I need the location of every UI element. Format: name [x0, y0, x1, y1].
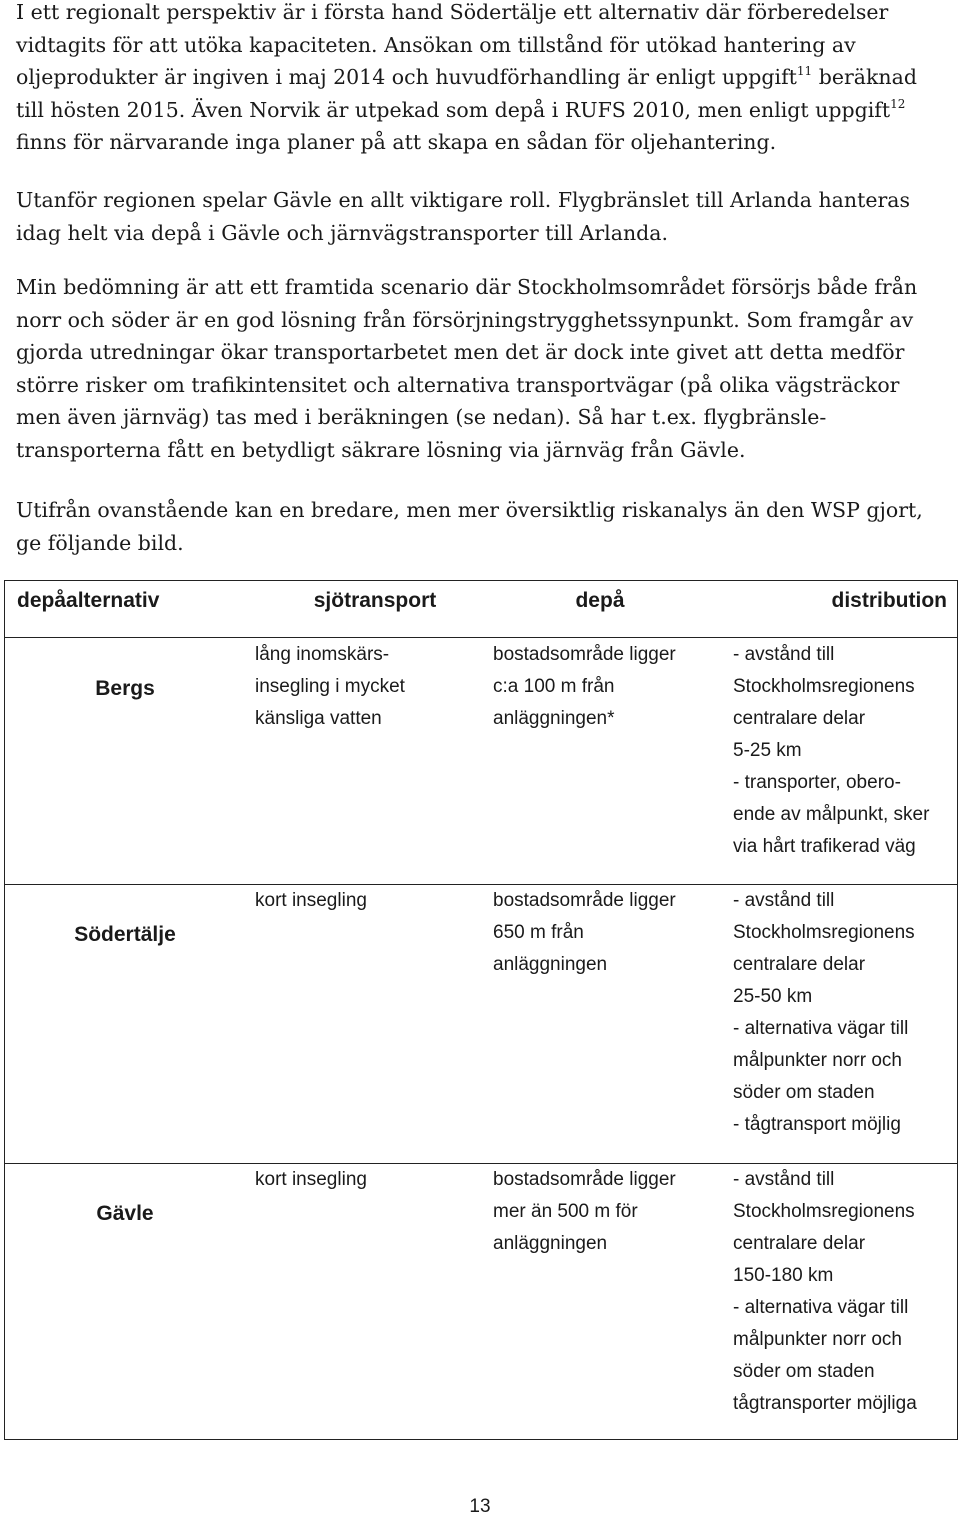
cell-depa: [493, 639, 676, 735]
text-line: Utanför regionen spelar Gävle en allt viktigare roll. Flygbränslet till Arlanda hanteras: [16, 188, 911, 212]
cell-line: centralare delar: [733, 1233, 866, 1254]
cell-line: anläggningen: [493, 1233, 608, 1254]
cell-line: lång inomskärs-: [255, 644, 390, 665]
text-line: transporterna fått en betydligt säkrare lösning via järnväg från Gävle.: [16, 437, 746, 462]
column-header-depaalternativ: depåalternativ: [17, 589, 160, 612]
table-row: [5, 1164, 957, 1438]
cell-line: c:a 100 m från: [493, 676, 615, 697]
cell-distribution: [733, 885, 915, 1141]
text-line: vidtagits för att utöka kapaciteten. Ansökan om tillstånd för utökad hantering av: [16, 32, 856, 57]
cell-line: via hårt trafikerad väg: [733, 836, 916, 857]
text-line: större risker om trafikintensitet och alternativa transportvägar (på olika vägsträckor: [16, 372, 900, 397]
table-row: [5, 885, 957, 1161]
depot-comparison-table: [4, 580, 958, 1440]
cell-line: 5-25 km: [733, 740, 802, 761]
cell-line: - alternativa vägar till: [733, 1297, 909, 1318]
row-label-gavle: Gävle: [96, 1202, 154, 1225]
column-header-sjotransport: sjötransport: [313, 589, 437, 612]
text-line: [16, 94, 946, 127]
text-segment: till hösten 2015. Även Norvik är utpekad som depå i RUFS 2010, men enligt uppgift: [16, 97, 891, 122]
text-line: norr och söder är en god lösning från försörjningstrygghetssynpunkt. Som framgår av: [16, 307, 914, 332]
paragraph-risk-analysis-intro: [16, 494, 946, 559]
text-segment: beräknad: [812, 65, 917, 90]
footnote-ref: 12: [890, 96, 906, 111]
cell-line: - transporter, obero-: [733, 772, 901, 793]
cell-line: Stockholmsregionens: [733, 1201, 915, 1222]
cell-line: mer än 500 m för: [493, 1201, 638, 1222]
cell-line: ende av målpunkt, sker: [733, 804, 930, 825]
cell-line: söder om staden: [733, 1361, 875, 1382]
cell-distribution: [733, 1164, 917, 1420]
cell-line: - avstånd till: [733, 644, 835, 665]
cell-line: Stockholmsregionens: [733, 922, 915, 943]
page-number: 13: [469, 1496, 491, 1517]
text-line: [16, 61, 946, 94]
cell-line: insegling i mycket: [255, 676, 405, 697]
text-line: Min bedömning är att ett framtida scenario där Stockholmsområdet försörjs både från: [16, 275, 918, 299]
cell-line: 150-180 km: [733, 1265, 834, 1286]
cell-line: söder om staden: [733, 1082, 875, 1103]
text-segment: oljeprodukter är ingiven i maj 2014 och huvudförhandling är enligt uppgift: [16, 65, 797, 90]
cell-line: bostadsområde ligger: [493, 644, 676, 665]
cell-line: Stockholmsregionens: [733, 676, 915, 697]
cell-line: anläggningen: [493, 954, 608, 975]
cell-line: - alternativa vägar till: [733, 1018, 909, 1039]
cell-line: bostadsområde ligger: [493, 890, 676, 911]
paragraph-regional-perspective: [16, 0, 946, 159]
text-line: I ett regionalt perspektiv är i första hand Södertälje ett alternativ där förberedelser: [16, 0, 889, 24]
footnote-ref: 11: [796, 64, 813, 79]
cell-line: - avstånd till: [733, 1169, 835, 1190]
paragraph-gavle-role: [16, 184, 946, 249]
header-divider: [5, 637, 957, 638]
cell-sjotransport: [255, 1164, 367, 1196]
text-line: men även järnväg) tas med i beräkningen (se nedan). Så har t.ex. flygbränsle-: [16, 405, 827, 430]
cell-line: målpunkter norr och: [733, 1329, 902, 1350]
cell-sjotransport: [255, 639, 405, 735]
cell-line: 650 m från: [493, 922, 584, 943]
cell-line: - avstånd till: [733, 890, 835, 911]
column-header-depa: depå: [575, 589, 625, 612]
cell-depa: [493, 1164, 676, 1260]
row-label-sodertalje: Södertälje: [74, 923, 176, 946]
table-row: [5, 639, 957, 883]
cell-line: bostadsområde ligger: [493, 1169, 676, 1190]
cell-distribution: [733, 639, 929, 863]
cell-line: centralare delar: [733, 708, 866, 729]
paragraph-assessment: [16, 271, 946, 467]
text-line: gjorda utredningar ökar transportarbetet men det är dock inte givet att detta medför: [16, 340, 905, 365]
cell-line: kort insegling: [255, 890, 367, 911]
cell-line: - tågtransport möjlig: [733, 1114, 901, 1135]
cell-depa: [493, 885, 676, 981]
text-line: ge följande bild.: [16, 530, 184, 555]
text-line: finns för närvarande inga planer på att skapa en sådan för oljehantering.: [16, 130, 777, 155]
cell-line: anläggningen*: [493, 708, 615, 729]
cell-line: centralare delar: [733, 954, 866, 975]
cell-sjotransport: [255, 885, 367, 917]
cell-line: 25-50 km: [733, 986, 813, 1007]
cell-line: målpunkter norr och: [733, 1050, 902, 1071]
row-label-bergs: Bergs: [95, 677, 155, 700]
column-header-distribution: distribution: [831, 589, 947, 612]
text-line: Utifrån ovanstående kan en bredare, men mer översiktlig riskanalys än den WSP gjort,: [16, 498, 923, 522]
cell-line: kort insegling: [255, 1169, 367, 1190]
cell-line: känsliga vatten: [255, 708, 382, 729]
text-line: idag helt via depå i Gävle och järnvägstransporter till Arlanda.: [16, 220, 669, 245]
cell-line: tågtransporter möjliga: [733, 1393, 917, 1414]
